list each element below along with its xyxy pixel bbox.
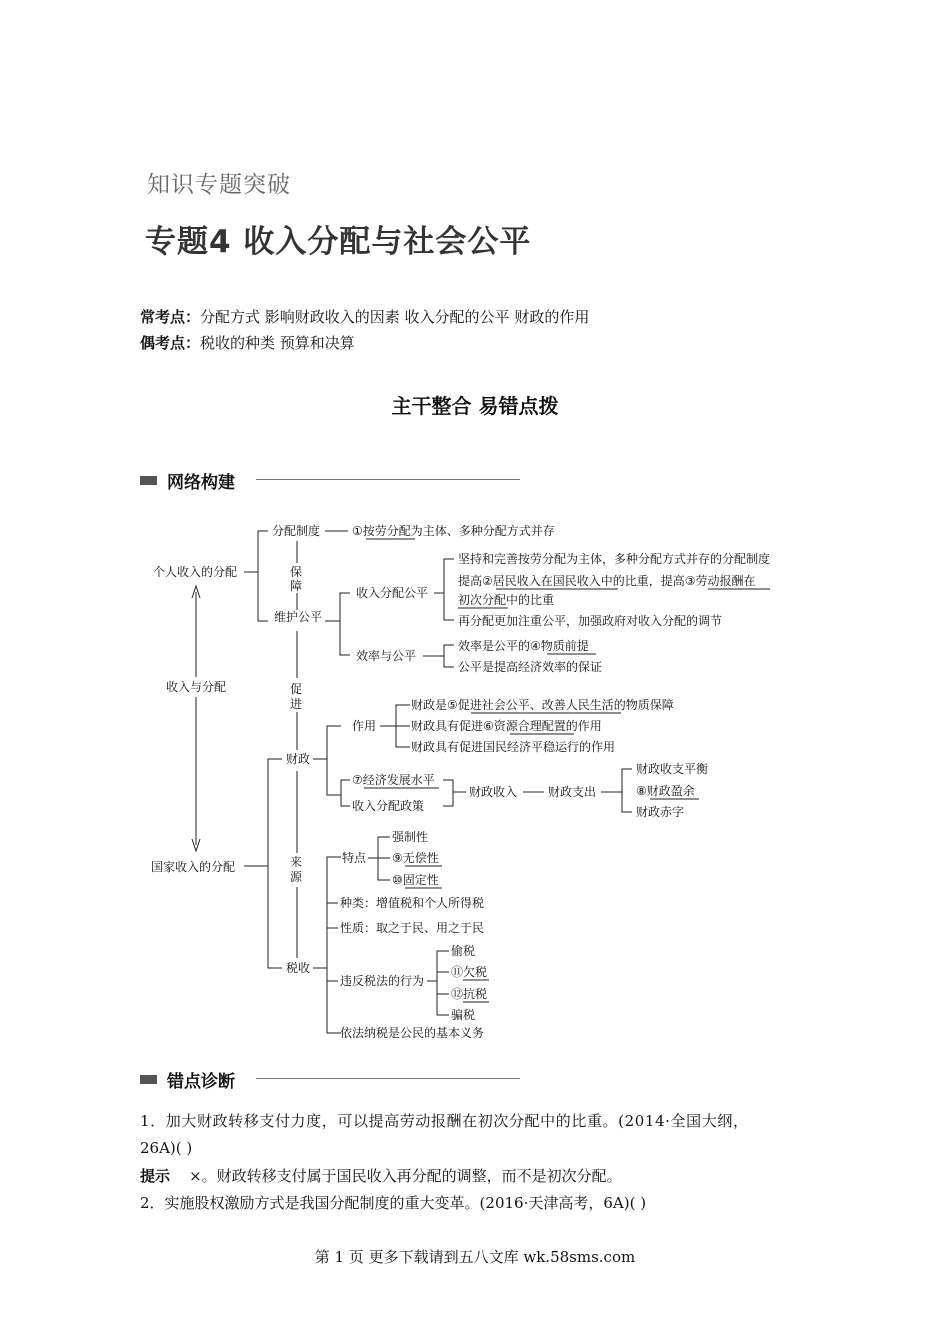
node-maintain: 维护公平 xyxy=(274,610,323,624)
label-promote-1: 促 xyxy=(290,682,303,696)
bracket-factors xyxy=(341,780,350,806)
bracket-violation xyxy=(437,951,449,1015)
node-finance: 财政 xyxy=(286,752,311,766)
bracket-tax xyxy=(327,857,341,1033)
fair-item-3: 再分配更加注重公平，加强政府对收入分配的调节 xyxy=(458,614,723,628)
node-features: 特点 xyxy=(342,851,367,865)
bracket-balance xyxy=(622,769,632,812)
label-source-2: 源 xyxy=(290,870,303,884)
label-source-1: 来 xyxy=(290,855,303,869)
node-role: 作用 xyxy=(352,719,377,733)
hint-text: ×。财政转移支付属于国民收入再分配的调整，而不是初次分配。 xyxy=(189,1167,622,1185)
node-fin-income: 财政收入 xyxy=(469,785,518,799)
node-personal: 个人收入的分配 xyxy=(153,565,238,579)
role-item-3: 财政具有促进国民经济平稳运行的作用 xyxy=(411,740,616,754)
label-protect-1: 保 xyxy=(290,565,303,579)
bracket-maintain xyxy=(340,593,350,655)
node-dist-system-desc: ①按劳分配为主体、多种分配方式并存 xyxy=(352,524,555,538)
hint-label: 提示 xyxy=(140,1167,171,1185)
label-promote-2: 进 xyxy=(290,697,303,711)
question-1-line-2: 26A)( ) xyxy=(140,1139,193,1157)
feature-item-2: ⑨无偿性 xyxy=(392,851,439,865)
node-fin-expense: 财政支出 xyxy=(548,785,597,799)
node-fair: 收入分配公平 xyxy=(356,586,429,600)
fair-item-2b: 初次分配中的比重 xyxy=(458,593,555,607)
balance-item-3: 财政赤字 xyxy=(636,805,685,819)
feature-item-3: ⑩固定性 xyxy=(392,873,439,887)
violation-item-2: ⑪欠税 xyxy=(451,965,488,979)
node-dist-system: 分配制度 xyxy=(272,524,321,538)
node-national: 国家收入的分配 xyxy=(151,860,236,874)
node-tax: 税收 xyxy=(286,961,311,975)
occasional-points-text: 税收的种类 预算和决算 xyxy=(200,334,355,352)
page-footer: 第 1 页 更多下载请到五八文库 wk.58sms.com xyxy=(314,1248,636,1266)
main-title: 主干整合 易错点拨 xyxy=(391,394,559,418)
role-item-2: 财政具有促进⑥资源合理配置的作用 xyxy=(411,719,602,733)
node-duty: 依法纳税是公民的基本义务 xyxy=(340,1026,485,1040)
node-eff: 效率与公平 xyxy=(356,649,417,663)
section-square-icon xyxy=(140,1075,157,1084)
bracket-eff xyxy=(444,645,454,667)
page-subtitle: 知识专题突破 xyxy=(147,172,291,198)
page-title: 专题4 收入分配与社会公平 xyxy=(145,224,532,260)
section-errors-label: 错点诊断 xyxy=(167,1072,235,1092)
eff-item-2: 公平是提高经济效率的保证 xyxy=(458,660,603,674)
occasional-points-label: 偶考点： xyxy=(140,334,201,352)
node-nature: 性质：取之于民、用之于民 xyxy=(340,921,485,935)
balance-item-2: ⑧财政盈余 xyxy=(636,784,695,798)
violation-item-4: 骗税 xyxy=(451,1008,476,1022)
bracket-fair xyxy=(444,559,454,620)
fair-item-2a: 提高②居民收入在国民收入中的比重，提高③劳动报酬在 xyxy=(458,574,756,588)
label-protect-2: 障 xyxy=(290,579,303,593)
question-2: 2．实施股权激励方式是我国分配制度的重大变革。(2016·天津高考，6A)( ) xyxy=(140,1194,647,1212)
node-dist-policy: 收入分配政策 xyxy=(352,799,425,813)
node-kinds: 种类：增值税和个人所得税 xyxy=(340,896,485,910)
violation-item-3: ⑫抗税 xyxy=(451,987,488,1001)
balance-item-1: 财政收支平衡 xyxy=(636,762,709,776)
bracket-factors-right xyxy=(443,780,453,806)
node-econ-level: ⑦经济发展水平 xyxy=(352,773,435,787)
bracket-personal xyxy=(258,531,268,621)
common-points-text: 分配方式 影响财政收入的因素 收入分配的公平 财政的作用 xyxy=(200,308,590,326)
common-points-label: 常考点： xyxy=(140,308,201,326)
fair-item-1: 坚持和完善按劳分配为主体，多种分配方式并存的分配制度 xyxy=(458,552,771,566)
hint-1 xyxy=(140,1165,622,1186)
question-1-line-1: 1．加大财政转移支付力度，可以提高劳动报酬在初次分配中的比重。(2014·全国大纲， xyxy=(140,1112,749,1130)
bracket-national xyxy=(268,759,282,968)
section-errors xyxy=(140,1067,235,1092)
node-violation: 违反税法的行为 xyxy=(340,974,425,988)
feature-item-1: 强制性 xyxy=(392,830,429,844)
violation-item-1: 偷税 xyxy=(451,944,476,958)
section-errors-divider xyxy=(256,1078,520,1079)
bracket-finance xyxy=(327,726,341,795)
section-network-label: 网络构建 xyxy=(167,473,235,493)
role-item-1: 财政是⑤促进社会公平、改善人民生活的物质保障 xyxy=(411,698,674,712)
eff-item-1: 效率是公平的④物质前提 xyxy=(458,639,589,653)
node-income-dist: 收入与分配 xyxy=(166,680,227,694)
